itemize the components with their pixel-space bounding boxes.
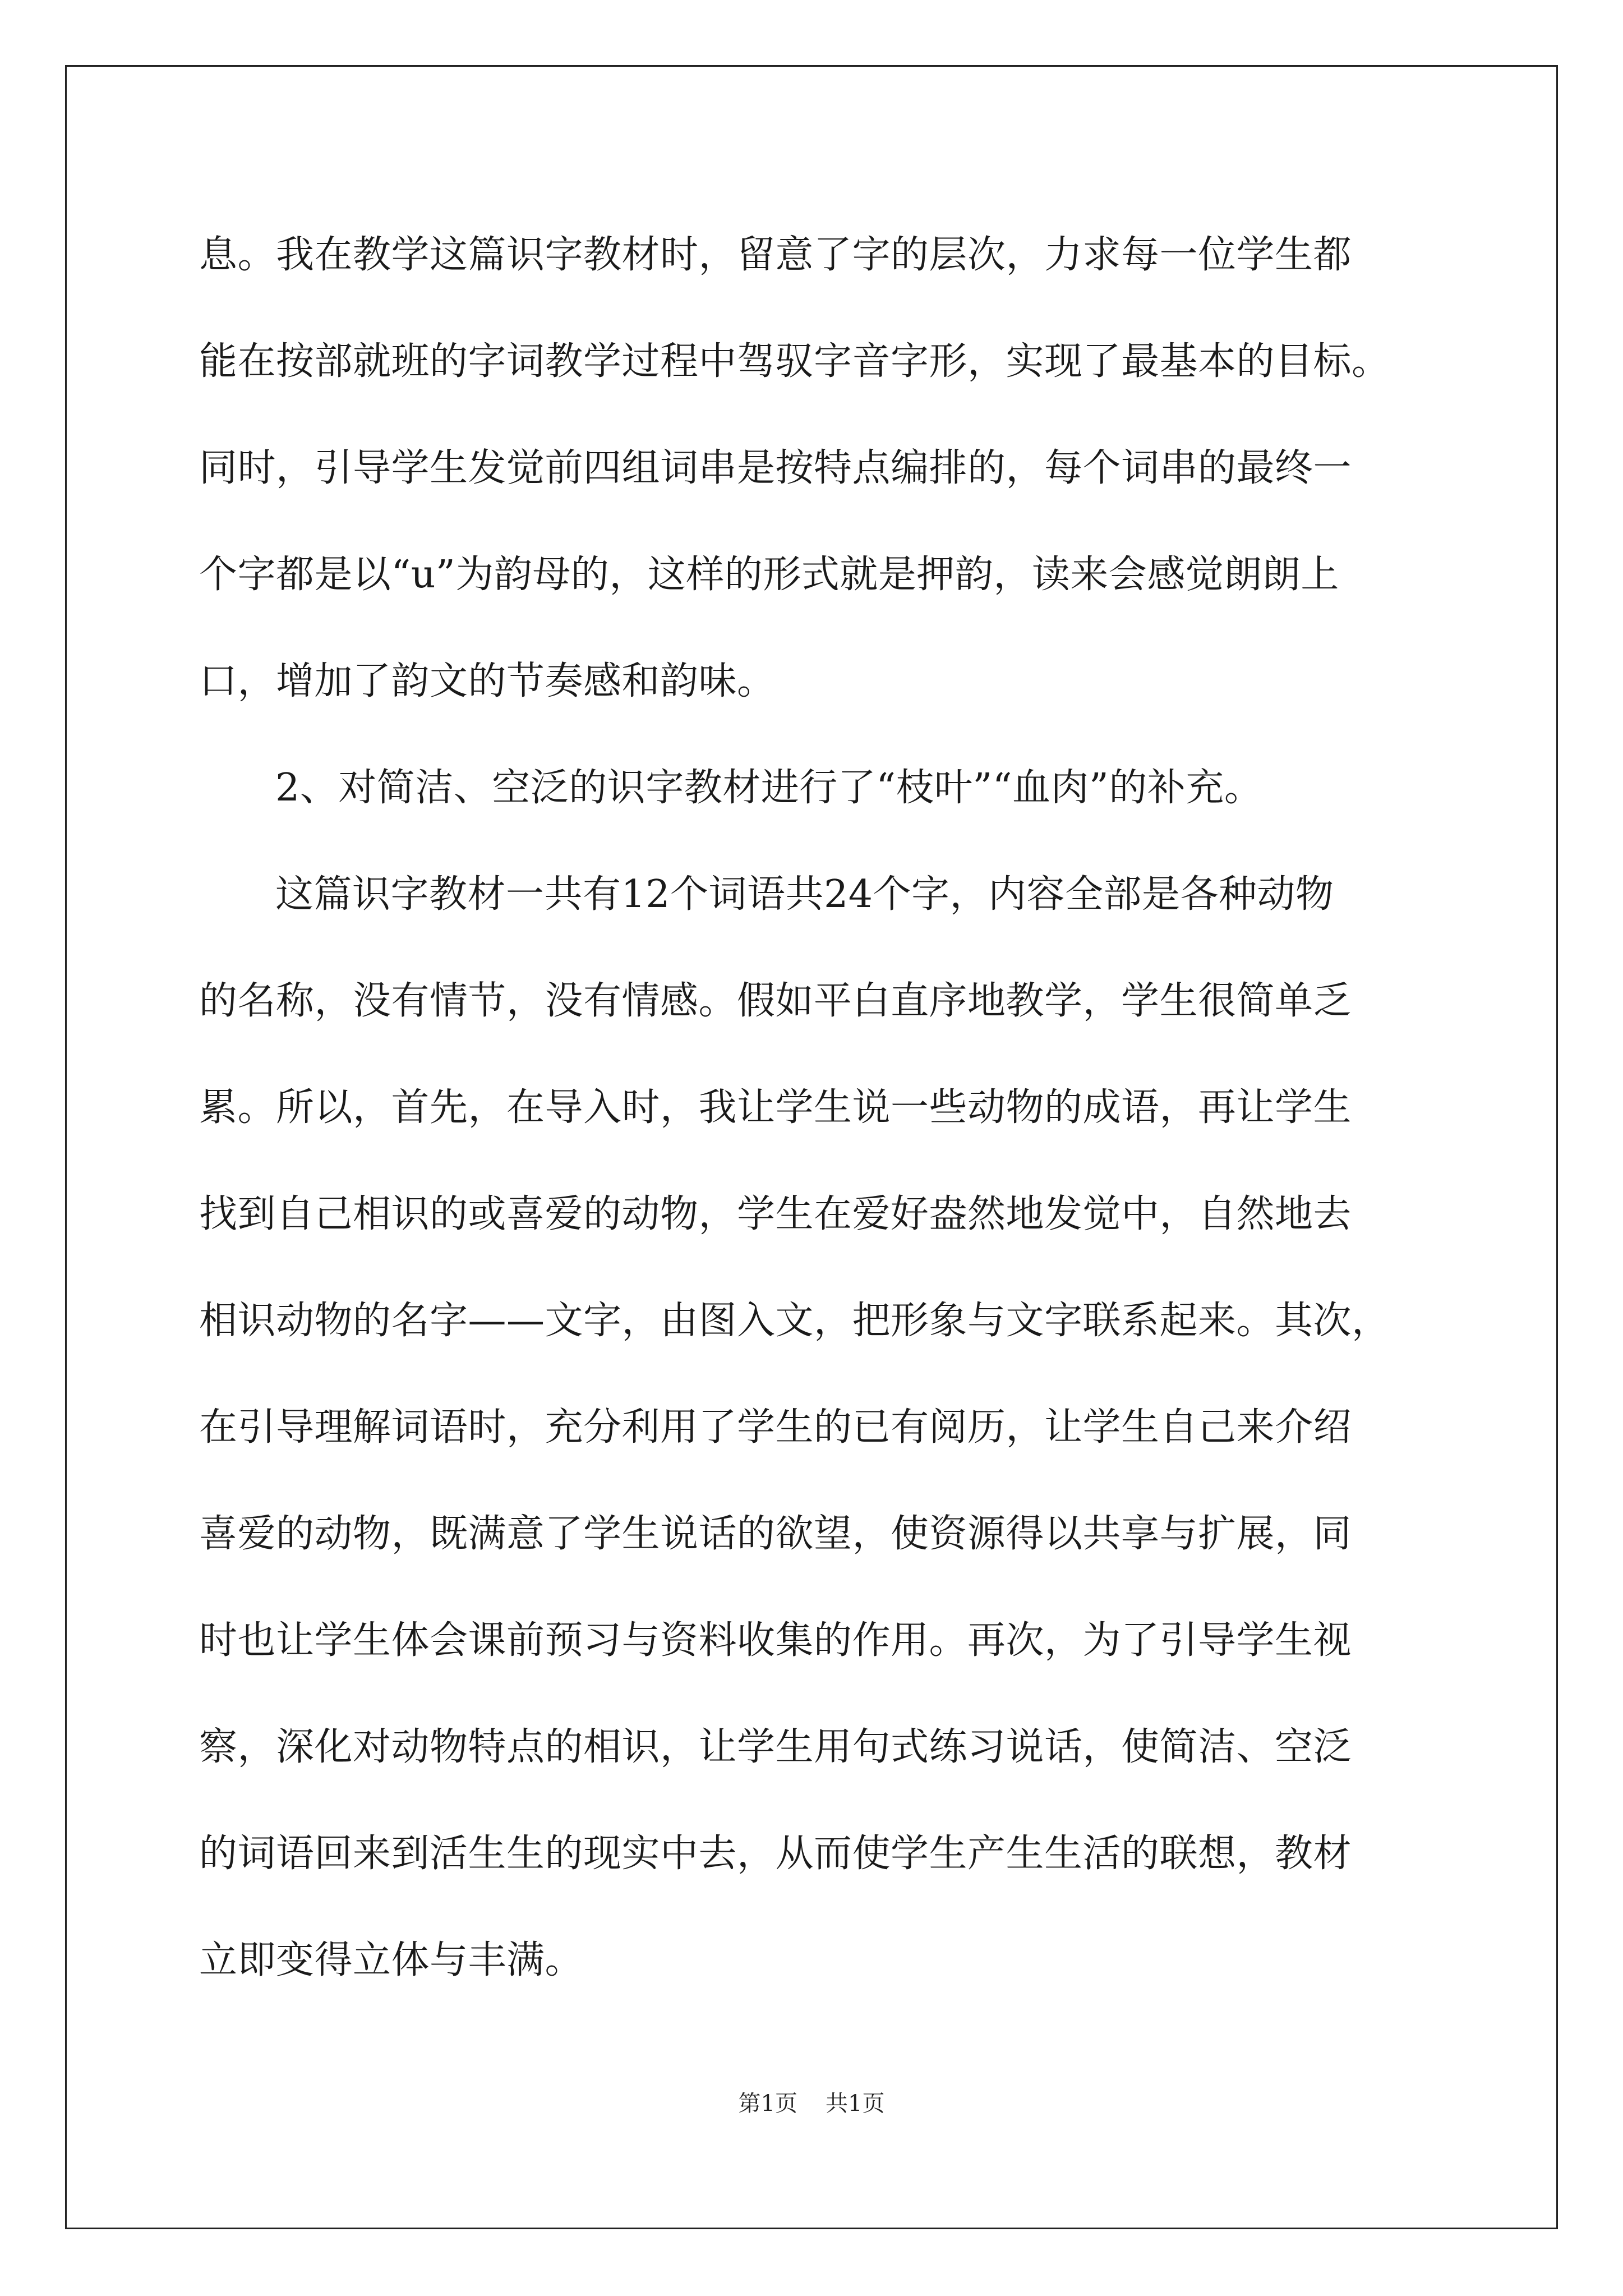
text-line: 息。我在教学这篇识字教材时，留意了字的层次，力求每一位学生都 <box>199 233 1352 277</box>
page-total: 共1页 <box>826 2091 885 2116</box>
text-line: 察，深化对动物特点的相识，让学生用句式练习说话，使简洁、空泛 <box>199 1725 1352 1769</box>
paragraph-start: 这篇识字教材一共有12个词语共24个字，内容全部是各种动物 <box>275 872 1334 917</box>
text-line: 口，增加了韵文的节奏感和韵味。 <box>199 659 776 703</box>
text-line: 的词语回来到活生生的现实中去，从而使学生产生生活的联想，教材 <box>199 1832 1352 1876</box>
document-body <box>199 202 1427 2014</box>
section-heading: 2、对简洁、空泛的识字教材进行了“枝叶”“血肉”的补充。 <box>275 766 1263 810</box>
text-line: 同时，引导学生发觉前四组词串是按特点编排的，每个词串的最终一 <box>199 446 1352 490</box>
text-line: 喜爱的动物，既满意了学生说话的欲望，使资源得以共享与扩展，同 <box>199 1512 1352 1556</box>
text-line: 立即变得立体与丰满。 <box>199 1938 584 1982</box>
text-line: 能在按部就班的字词教学过程中驾驭字音字形，实现了最基本的目标。 <box>199 339 1390 384</box>
text-line: 累。所以，首先，在导入时，我让学生说一些动物的成语，再让学生 <box>199 1085 1352 1130</box>
text-line: 时也让学生体会课前预习与资料收集的作用。再次，为了引导学生视 <box>199 1618 1352 1663</box>
page-footer <box>0 2086 1623 2118</box>
page-number: 第1页 <box>738 2091 797 2116</box>
text-line: 相识动物的名字——文字，由图入文，把形象与文字联系起来。其次， <box>199 1299 1390 1343</box>
text-line: 找到自己相识的或喜爱的动物，学生在爱好盎然地发觉中，自然地去 <box>199 1192 1352 1236</box>
text-line: 在引导理解词语时，充分利用了学生的已有阅历，让学生自己来介绍 <box>199 1405 1352 1450</box>
text-line: 个字都是以“u”为韵母的，这样的形式就是押韵，读来会感觉朗朗上 <box>199 553 1339 597</box>
text-line: 的名称，没有情节，没有情感。假如平白直序地教学，学生很简单乏 <box>199 979 1352 1023</box>
